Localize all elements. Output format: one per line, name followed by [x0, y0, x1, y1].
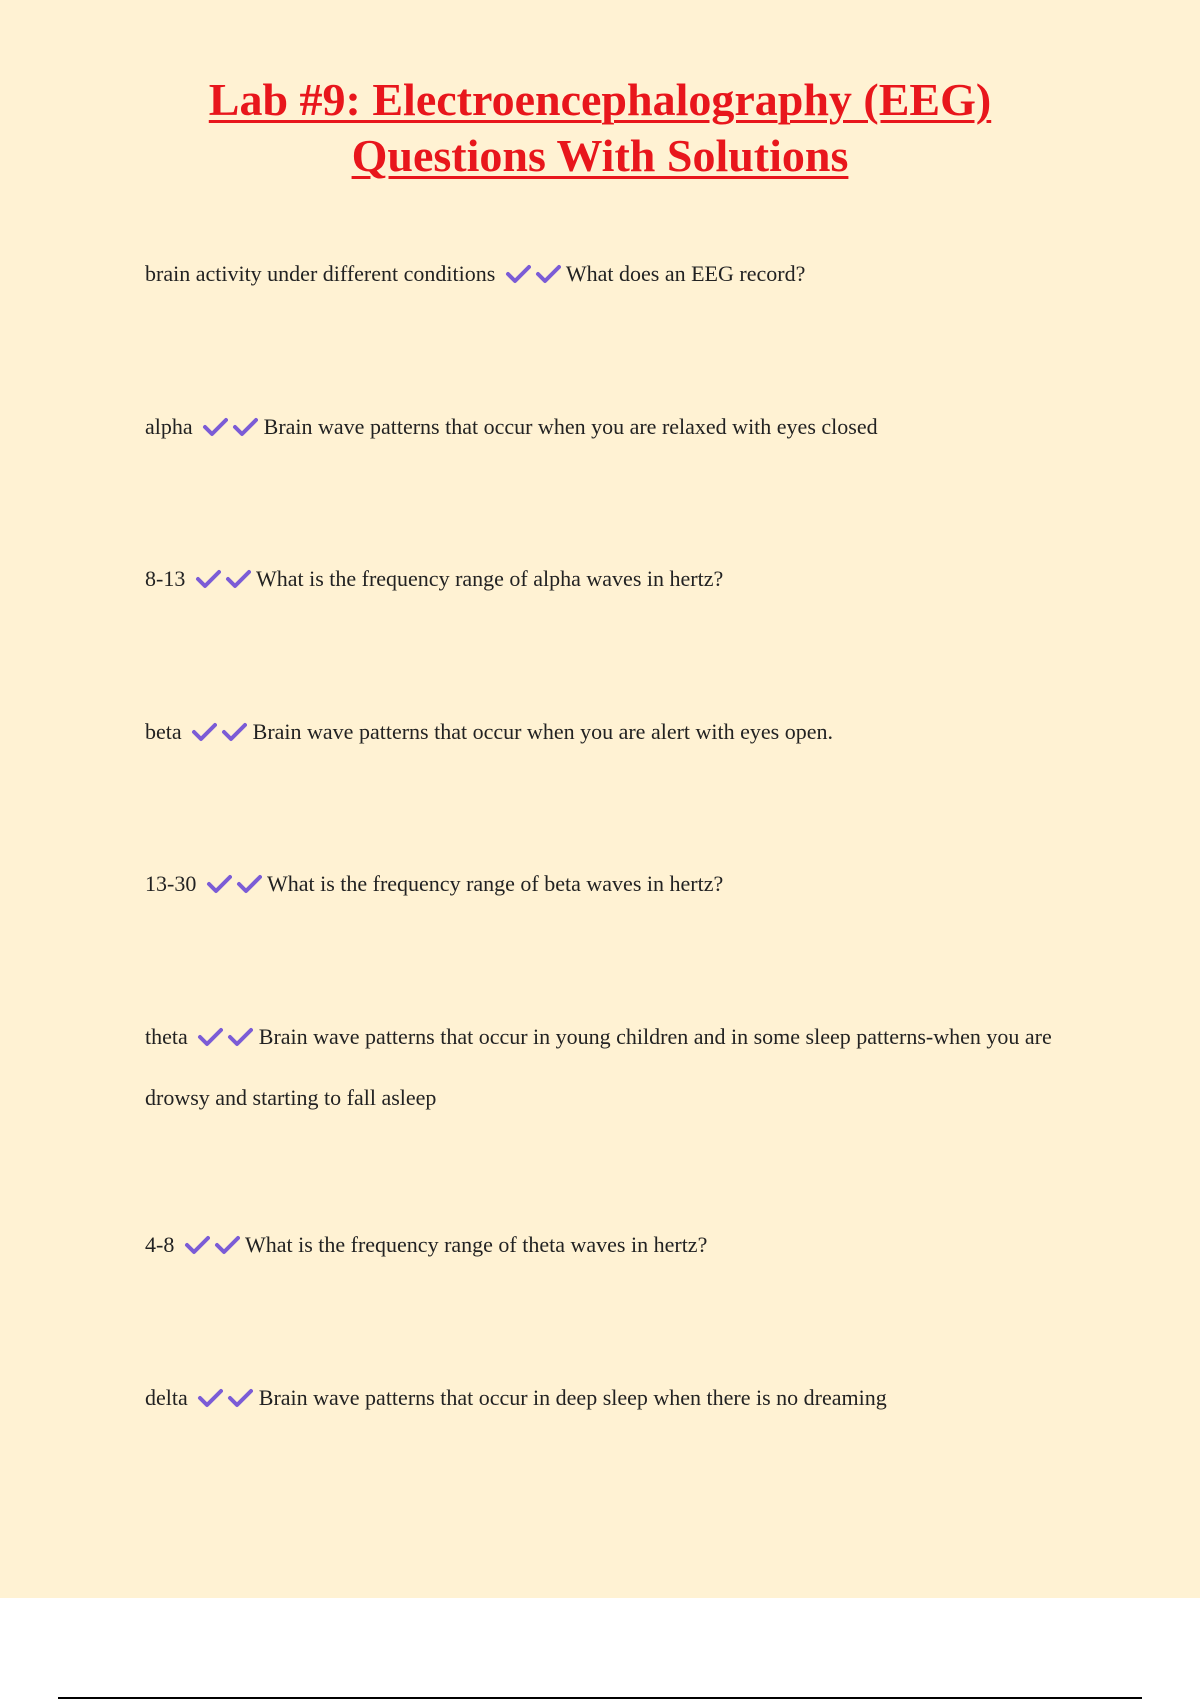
qa-entry	[145, 1006, 1075, 1128]
qa-entry	[145, 548, 1075, 609]
check-icon	[191, 722, 217, 742]
question-text: What is the frequency range of theta waves in hertz?	[244, 1232, 708, 1257]
check-icon	[195, 569, 221, 589]
check-icon	[505, 264, 531, 284]
check-icon	[206, 874, 232, 894]
question-text: Brain wave patterns that occur in deep sleep when there is no dreaming	[258, 1385, 887, 1410]
check-icon	[214, 1235, 240, 1255]
check-icon	[236, 874, 262, 894]
check-icon	[197, 1388, 223, 1408]
check-icon	[225, 569, 251, 589]
title-line-2: Questions With Solutions	[351, 130, 849, 181]
check-icon	[197, 1027, 223, 1047]
qa-entry	[145, 396, 1075, 457]
answer-text: alpha	[145, 414, 193, 439]
qa-entry	[145, 1214, 1075, 1275]
qa-entry	[145, 243, 1075, 304]
answer-text: delta	[145, 1385, 188, 1410]
question-text: What is the frequency range of alpha waves in hertz?	[255, 566, 724, 591]
question-text: Brain wave patterns that occur when you are relaxed with eyes closed	[263, 414, 878, 439]
answer-text: 13-30	[145, 871, 197, 896]
question-text: Brain wave patterns that occur in young children and in some sleep patterns-when you are drowsy and starting to fall asleep	[145, 1024, 1052, 1110]
check-icon	[184, 1235, 210, 1255]
page-title	[0, 72, 1200, 184]
footer-divider	[58, 1697, 1142, 1699]
question-text: What is the frequency range of beta waves in hertz?	[266, 871, 724, 896]
qa-entry	[145, 701, 1075, 762]
answer-text: beta	[145, 719, 182, 744]
answer-text: theta	[145, 1024, 188, 1049]
answer-text: brain activity under different conditions	[145, 261, 496, 286]
title-line-1: Lab #9: Electroencephalography (EEG)	[208, 74, 992, 125]
answer-text: 4-8	[145, 1232, 175, 1257]
answer-text: 8-13	[145, 566, 186, 591]
question-text: Brain wave patterns that occur when you are alert with eyes open.	[252, 719, 833, 744]
qa-entry	[145, 853, 1075, 914]
check-icon	[227, 1027, 253, 1047]
check-icon	[535, 264, 561, 284]
qa-entry	[145, 1367, 1075, 1428]
check-icon	[202, 417, 228, 437]
question-text: What does an EEG record?	[565, 261, 806, 286]
check-icon	[221, 722, 247, 742]
check-icon	[227, 1388, 253, 1408]
check-icon	[232, 417, 258, 437]
